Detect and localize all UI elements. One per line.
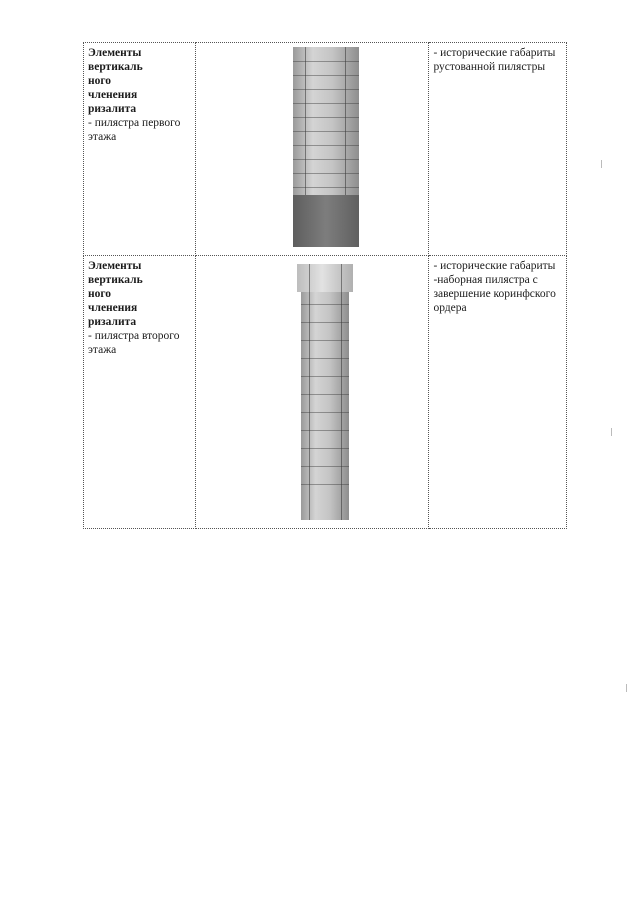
element-detail: - пилястра второго этажа: [88, 330, 180, 356]
element-heading-line: вертикаль: [88, 274, 143, 286]
element-heading-line: вертикаль: [88, 61, 143, 73]
element-cell: [84, 43, 196, 256]
description-cell: [429, 43, 567, 256]
element-heading-line: членения: [88, 302, 138, 314]
element-heading-line: членения: [88, 89, 138, 101]
photo-cell: [196, 43, 429, 256]
element-heading-line: ного: [88, 75, 112, 87]
table-row: [84, 43, 567, 256]
element-detail: - пилястра первого этажа: [88, 117, 181, 143]
scan-speck: [601, 160, 602, 168]
element-heading-line: ризалита: [88, 103, 137, 115]
pilaster-second-floor-photo: [301, 264, 349, 520]
description-cell: [429, 256, 567, 529]
table-row: [84, 256, 567, 529]
element-heading-line: ного: [88, 288, 112, 300]
element-cell: [84, 256, 196, 529]
description-line: - исторические габариты: [433, 260, 556, 272]
element-heading-line: Элементы: [88, 47, 142, 59]
scan-speck: [611, 428, 612, 436]
description-line: -наборная пилястра с завершение коринфского ордера: [433, 274, 556, 314]
description-text: - исторические габариты рустованной пилястры: [433, 47, 556, 73]
document-table: [83, 42, 567, 529]
element-heading-line: ризалита: [88, 316, 137, 328]
pilaster-first-floor-photo: [293, 47, 359, 247]
photo-cell: [196, 256, 429, 529]
scan-speck: [626, 684, 627, 692]
element-heading-line: Элементы: [88, 260, 142, 272]
